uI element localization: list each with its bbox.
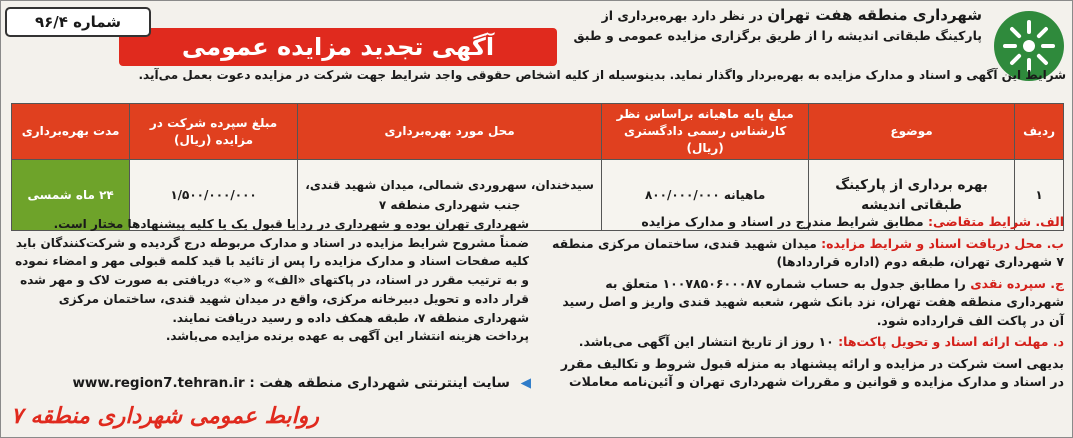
table-header-row bbox=[12, 104, 1064, 160]
header-intro bbox=[562, 5, 982, 46]
ad-title: آگهی تجدید مزایده عمومی bbox=[119, 28, 557, 66]
additional-terms bbox=[9, 215, 529, 346]
website-line bbox=[11, 375, 531, 391]
col-header-row-number: ردیف bbox=[1015, 104, 1064, 160]
cell-deposit: ۱/۵۰۰/۰۰۰/۰۰۰ bbox=[130, 160, 298, 231]
organization-name: شهرداری منطقه هفت تهران bbox=[767, 6, 982, 24]
terms-paragraph-3: پرداخت هزینه انتشار این آگهی به عهده برنده مزایده می‌باشد. bbox=[165, 329, 529, 344]
section-d-text: ۱۰ روز از تاریخ انتشار این آگهی می‌باشد. bbox=[578, 334, 834, 349]
section-b bbox=[544, 235, 1064, 272]
intro-part-3: شرایط این آگهی و اسناد و مدارک مزایده به بهره‌بردار واگذار نماید. بدینوسیله از کلیه اشخاص حقوقی واجد شرایط جهت شرکت در مزایده دعوت بعمل می‌آید. bbox=[138, 68, 1066, 82]
website-label: سایت اینترنتی شهرداری منطقه هفت : bbox=[249, 375, 510, 391]
col-header-location: محل مورد بهره‌برداری bbox=[297, 104, 601, 160]
intro-part-2: پارکینگ طبقاتی اندیشه را از طریق برگزاری مزایده عمومی و طبق bbox=[573, 28, 982, 43]
section-b-text: میدان شهید قندی، ساختمان مرکزی منطقه ۷ شهرداری تهران، طبقه دوم (اداره قراردادها) bbox=[552, 235, 1064, 269]
cell-period: ۲۴ ماه شمسی bbox=[12, 160, 130, 231]
arrow-icon: ◀ bbox=[520, 375, 531, 391]
conditions-sections bbox=[544, 213, 1064, 395]
cell-location: سیدخندان، سهروردی شمالی، میدان شهید قندی، جنب شهرداری منطقه ۷ bbox=[297, 160, 601, 231]
section-b-title: ب. محل دریافت اسناد و شرایط مزایده: bbox=[821, 235, 1064, 251]
terms-paragraph-1: شهرداری تهران بوده و شهرداری در رد یا قبول یک یا کلیه پیشنهادها مختار است. bbox=[53, 217, 529, 231]
section-a-text: مطابق شرایط مندرج در اسناد و مدارک مزایده bbox=[641, 214, 924, 229]
section-c bbox=[544, 275, 1064, 331]
public-relations-signature: روابط عمومی شهرداری منطقه ۷ bbox=[11, 404, 320, 429]
col-header-base-price: مبلغ پایه ماهیانه براساس نظر کارشناس رسمی دادگستری (ریال) bbox=[602, 104, 809, 160]
issue-number: شماره ۹۶/۴ bbox=[5, 7, 151, 37]
section-c-title: ج. سپرده نقدی bbox=[970, 275, 1064, 291]
section-d-title: د. مهلت ارائه اسناد و تحویل پاکت‌ها: bbox=[838, 334, 1064, 349]
cell-subject: بهره برداری از پارکینگ طبقاتی اندیشه bbox=[808, 160, 1014, 231]
closing-text: بدیهی است شرکت در مزایده و ارائه پیشنهاد به منزله قبول شروط و تکالیف مقرر در اسناد و مدارک مزایده و قوانین و مقررات شهرداری تهران و آئین‌نامه معاملات bbox=[560, 355, 1064, 389]
cell-row-number: ۱ bbox=[1015, 160, 1064, 231]
col-header-period: مدت بهره‌برداری bbox=[12, 104, 130, 160]
intro-part-1: در نظر دارد بهره‌برداری از bbox=[601, 8, 763, 23]
section-c-text: را مطابق جدول به حساب شماره ۱۰۰۷۸۵۰۶۰۰۰۸۷ متعلق به شهرداری منطقه هفت تهران، نزد بانک شهر، شعبه شهید قندی واریز و اصل رسید آن در پاکت الف قرارداده شود. bbox=[562, 275, 1064, 328]
col-header-subject: موضوع bbox=[808, 104, 1014, 160]
section-a bbox=[544, 213, 1064, 232]
website-url[interactable]: www.region7.tehran.ir bbox=[72, 375, 245, 391]
col-header-deposit: مبلغ سپرده شرکت در مزایده (ریال) bbox=[130, 104, 298, 160]
cell-base-price: ماهیانه ۸۰۰/۰۰۰/۰۰۰ bbox=[602, 160, 809, 231]
section-d bbox=[544, 333, 1064, 352]
section-a-title: الف. شرایط متقاضی: bbox=[927, 214, 1064, 229]
tender-table bbox=[11, 103, 1064, 231]
terms-paragraph-2: ضمناً مشروح شرایط مزایده در اسناد و مدارک مربوطه درج گردیده و شرکت‌کنندگان باید کلیه صفحات اسناد و مدارک مزایده را پس از تائید با قید کلمه قبولی مهر و امضاء نموده و به ترتیب مقرر در اسناد، در پاکتهای «الف» و «ب» دریافتی به صورت لاک و مهر شده قرار داده و تحویل دبیرخانه مرکزی، واقع در میدان شهید قندی، ساختمان مرکزی شهرداری منطقه ۷، طبقه همکف داده و رسید دریافت نمایند. bbox=[15, 235, 529, 325]
